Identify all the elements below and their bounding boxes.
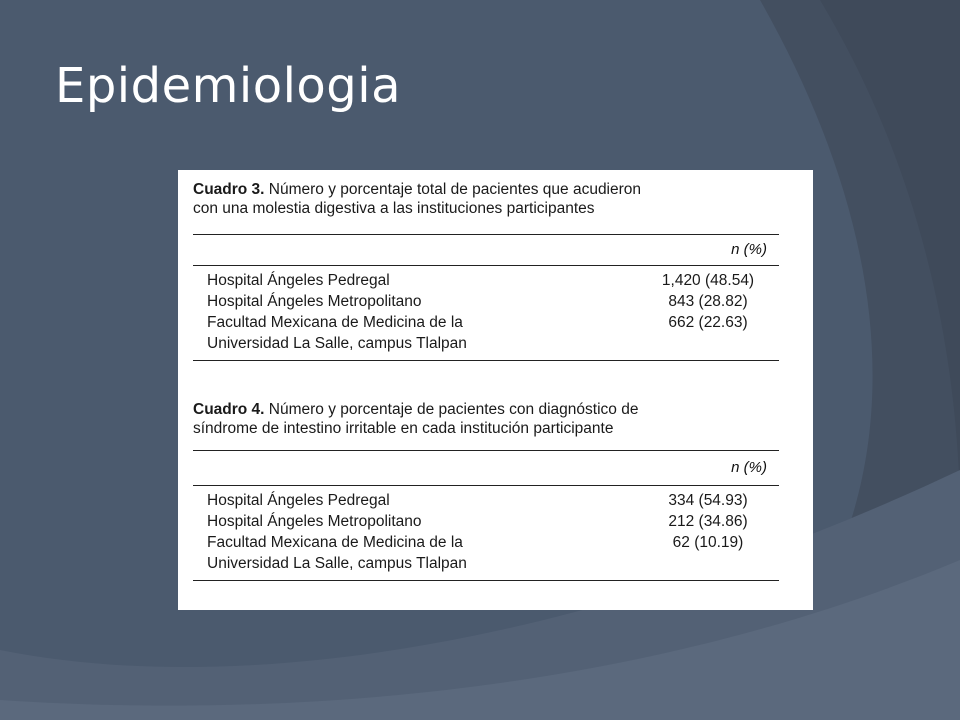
column-header: n (%) (731, 241, 767, 258)
row-name-line-1: Facultad Mexicana de Medicina de la (207, 534, 463, 551)
table-row (193, 532, 779, 574)
row-value: 1,420 (48.54) (661, 272, 755, 289)
caption-bold: Cuadro 4. (193, 401, 265, 418)
row-name: Hospital Ángeles Metropolitano (207, 293, 422, 310)
caption-line-1: Número y porcentaje de pacientes con diagnóstico de (264, 401, 639, 418)
table-caption (193, 400, 779, 419)
row-name-line-2: Universidad La Salle, campus Tlalpan (207, 555, 467, 572)
table-body (193, 266, 779, 360)
row-name: Hospital Ángeles Pedregal (207, 492, 390, 509)
table-cuadro-3 (193, 180, 779, 361)
row-name: Hospital Ángeles Metropolitano (207, 513, 422, 530)
table-header-row (193, 451, 779, 485)
table-rule-bottom (193, 580, 779, 581)
table-caption (193, 180, 779, 199)
caption-bold: Cuadro 3. (193, 181, 265, 198)
table-row (193, 511, 779, 532)
table-row (193, 270, 779, 291)
row-value: 334 (54.93) (668, 492, 748, 509)
row-value: 62 (10.19) (672, 534, 744, 551)
row-name (193, 312, 587, 354)
row-name-line-2: Universidad La Salle, campus Tlalpan (207, 335, 467, 352)
column-header: n (%) (731, 459, 767, 476)
caption-line-1: Número y porcentaje total de pacientes que acudieron (264, 181, 642, 198)
row-name: Hospital Ángeles Pedregal (207, 272, 390, 289)
table-row (193, 291, 779, 312)
row-value: 662 (22.63) (668, 314, 748, 331)
row-value: 212 (34.86) (668, 513, 748, 530)
document-image (178, 170, 813, 610)
row-value: 843 (28.82) (668, 293, 748, 310)
caption-line-2: con una molestia digestiva a las instituciones participantes (193, 200, 595, 217)
table-row (193, 312, 779, 354)
table-body (193, 486, 779, 580)
table-rule-bottom (193, 360, 779, 361)
row-name-line-1: Facultad Mexicana de Medicina de la (207, 314, 463, 331)
table-header-row (193, 235, 779, 265)
table-row (193, 490, 779, 511)
table-cuadro-4 (193, 400, 779, 581)
slide-title: Epidemiologia (55, 58, 402, 114)
row-name (193, 532, 587, 574)
caption-line-2: síndrome de intestino irritable en cada institución participante (193, 420, 614, 437)
